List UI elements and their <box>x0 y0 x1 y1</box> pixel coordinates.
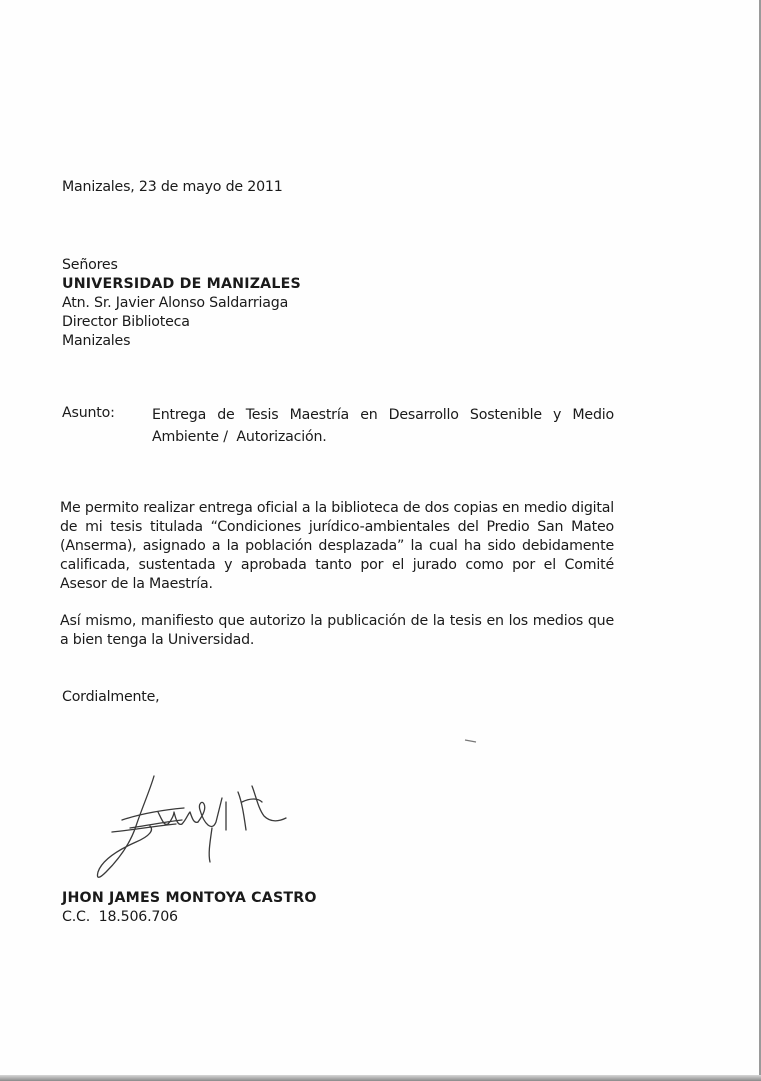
recipient-salutation: Señores <box>62 257 118 273</box>
subject-line-1: Entrega de Tesis Maestría en Desarrollo Sostenible y Medio <box>152 407 614 423</box>
handwritten-signature <box>92 768 292 883</box>
scan-edge-bottom <box>0 1075 761 1081</box>
place-date: Manizales, 23 de mayo de 2011 <box>62 179 283 195</box>
paragraph-line: calificada, sustentada y aprobada tanto por el jurado como por el Comité <box>60 557 614 573</box>
paragraph-line: a bien tenga la Universidad. <box>60 632 255 648</box>
paragraph-line: (Anserma), asignado a la población desplazada” la cual ha sido debidamente <box>60 538 614 554</box>
subject-label: Asunto: <box>62 405 115 421</box>
signer-id: C.C. 18.506.706 <box>62 909 178 925</box>
closing: Cordialmente, <box>62 689 160 705</box>
recipient-position: Director Biblioteca <box>62 314 190 330</box>
subject-text <box>152 404 614 448</box>
paragraph-line: Me permito realizar entrega oficial a la biblioteca de dos copias en medio digital <box>60 500 614 516</box>
paragraph-line: Así mismo, manifiesto que autorizo la publicación de la tesis en los medios que <box>60 613 614 629</box>
subject-line-2: Ambiente / Autorización. <box>152 429 327 445</box>
recipient-city: Manizales <box>62 333 131 349</box>
recipient-attention: Atn. Sr. Javier Alonso Saldarriaga <box>62 295 289 311</box>
recipient-institution: UNIVERSIDAD DE MANIZALES <box>62 276 301 292</box>
signer-name: JHON JAMES MONTOYA CASTRO <box>62 890 317 906</box>
paragraph-line: Asesor de la Maestría. <box>60 576 213 592</box>
ink-speck <box>464 738 478 744</box>
paragraph-line: de mi tesis titulada “Condiciones jurídico-ambientales del Predio San Mateo <box>60 519 614 535</box>
